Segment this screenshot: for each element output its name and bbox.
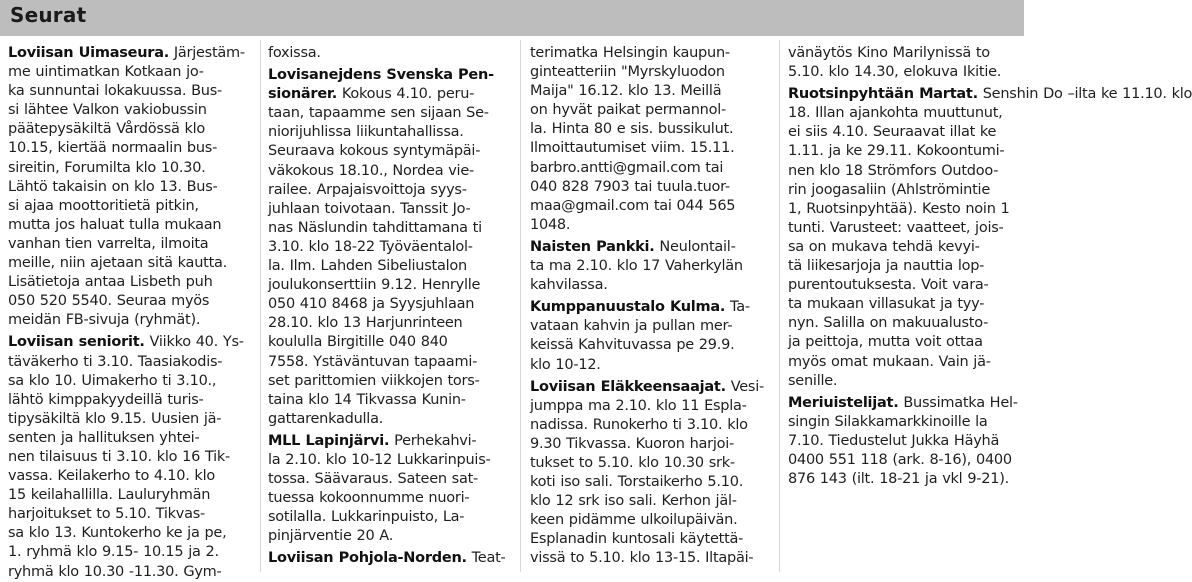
announcement-text: Vesi-: [730, 378, 764, 395]
announcement-text: 10.15, kiertää normaalin bus-: [8, 140, 218, 157]
announcement-text: meidän FB-sivuja (ryhmät).: [8, 312, 201, 329]
text-line: [268, 85, 508, 104]
announcement-text: sotilalla. Lukkarinpuisto, La-: [268, 509, 465, 526]
announcement-text: 050 410 8468 ja Syysjuhlaan: [268, 296, 475, 313]
announcement-text: 040 828 7903 tai tuula.tuor-: [530, 178, 730, 195]
text-line: [268, 391, 508, 410]
announcement-title: Kumppanuustalo Kulma.: [530, 299, 726, 316]
announcement-text: 7.10. Tiedustelut Jukka Häyhä: [788, 432, 1000, 449]
text-line: [8, 197, 253, 216]
announcement-text: 18. Illan ajankohta muuttunut,: [788, 105, 1003, 122]
announcement-text: vanhan tien varrelta, ilmoita: [8, 235, 209, 252]
text-line: [8, 178, 253, 197]
announcement-text: 7558. Ystäväntuvan tapaami-: [268, 353, 478, 370]
text-line: [530, 473, 768, 492]
announcement-text: Esplanadin kuntosali käytettä-: [530, 531, 744, 548]
announcement-text: nadissa. Runokerho ti 3.10. klo: [530, 416, 748, 433]
text-line: [530, 178, 768, 197]
announcement-item: [530, 298, 768, 374]
text-line: [788, 372, 1020, 391]
text-line: [530, 238, 768, 257]
text-line: [788, 219, 1020, 238]
text-line: [788, 314, 1020, 333]
text-line: [788, 123, 1020, 142]
text-line: [530, 139, 768, 158]
text-line: [8, 63, 253, 82]
text-line: [8, 391, 253, 410]
text-line: [530, 159, 768, 178]
announcement-text: ta ma 2.10. klo 17 Vaherkylän: [530, 258, 743, 275]
announcement-text: maa@gmail.com tai 044 565: [530, 197, 736, 214]
text-line: [8, 44, 253, 63]
text-line: [530, 435, 768, 454]
announcement-text: Perhekahvi-: [394, 432, 477, 449]
announcement-text: 15 keilahallilla. Lauluryhmän: [8, 487, 211, 504]
text-line: [268, 142, 508, 161]
text-line: [268, 508, 508, 527]
text-line: [788, 394, 1020, 413]
announcement-text: ryhmä klo 10.30 -11.30. Gym-: [8, 563, 222, 580]
text-line: [268, 451, 508, 470]
column-3: [530, 44, 768, 572]
text-line: [268, 470, 508, 489]
announcement-text: tä liikesarjoja ja nauttia lop-: [788, 258, 985, 275]
text-line: [268, 123, 508, 142]
announcement-item: [530, 44, 768, 235]
text-line: [8, 353, 253, 372]
text-line: [268, 257, 508, 276]
text-line: [8, 120, 253, 139]
text-line: [8, 505, 253, 524]
text-line: [268, 200, 508, 219]
announcement-text: joulukonserttiin 9.12. Henrylle: [268, 277, 481, 294]
text-line: [8, 139, 253, 158]
announcement-text: tunti. Varusteet: vaatteet, jois-: [788, 219, 1004, 236]
announcement-text: foxissa.: [268, 45, 321, 61]
announcement-text: rin joogasaliin (Ahlströmintie: [788, 181, 991, 198]
announcement-text: barbro.antti@gmail.com tai: [530, 159, 724, 176]
announcement-text: nen tilaisuus ti 3.10. klo 16 Tik-: [8, 448, 231, 465]
announcement-text: tuessa kokoonnumme nuori-: [268, 490, 470, 507]
text-line: [530, 454, 768, 473]
announcement-text: singin Silakkamarkkinoille la: [788, 413, 988, 430]
announcement-text: Senshin Do –ilta ke 11.10. klo: [982, 86, 1192, 103]
announcement-text: set parittomien viikkojen tors-: [268, 372, 480, 389]
announcement-text: jumppa ma 2.10. klo 11 Espla-: [530, 397, 747, 414]
announcement-text: nas Näslundin tahdittamana ti: [268, 219, 482, 236]
announcement-text: la. Ilm. Lahden Sibeliustalon: [268, 258, 467, 275]
text-line: [268, 372, 508, 391]
text-line: [530, 530, 768, 549]
text-line: [530, 511, 768, 530]
text-line: [268, 219, 508, 238]
announcement-text: purentoutuksesta. Voit vara-: [788, 277, 989, 294]
text-line: [268, 527, 508, 546]
announcement-text: ka sunnuntai lokakuussa. Bus-: [8, 83, 222, 100]
text-line: [8, 563, 253, 582]
text-line: [8, 216, 253, 235]
announcement-text: vissä to 5.10. klo 13-15. Iltapäi-: [530, 550, 754, 567]
text-line: [8, 524, 253, 543]
announcement-text: si lähtee Valkon vakiobussin: [8, 102, 207, 119]
text-line: [788, 142, 1020, 161]
announcement-text: 1048.: [530, 216, 571, 233]
text-line: [788, 276, 1020, 295]
text-line: [530, 44, 768, 63]
text-line: [268, 410, 508, 429]
announcement-text: Seuraava kokous syntymäpäi-: [268, 143, 481, 160]
text-line: [530, 549, 768, 568]
announcement-title: Loviisan seniorit.: [8, 334, 145, 351]
text-line: [8, 543, 253, 562]
announcement-text: sa on mukava tehdä kevyi-: [788, 238, 980, 255]
announcement-title: MLL Lapinjärvi.: [268, 432, 390, 449]
announcement-item: [788, 394, 1020, 489]
text-line: [8, 292, 253, 311]
announcement-text: sa klo 10. Uimakerho ti 3.10.,: [8, 372, 217, 389]
announcement-text: 5.10. klo 14.30, elokuva Ikitie.: [788, 64, 1002, 81]
text-line: [268, 333, 508, 352]
text-line: [788, 200, 1020, 219]
announcement-item: [268, 549, 508, 568]
announcement-text: vänäytös Kino Marilynissä to: [788, 45, 990, 61]
announcement-text: taina klo 14 Tikvassa Kunin-: [268, 391, 466, 408]
text-line: [8, 410, 253, 429]
text-line: [530, 356, 768, 375]
announcement-text: 0400 551 118 (ark. 8-16), 0400: [788, 451, 1012, 468]
text-line: [8, 159, 253, 178]
announcement-text: väkokous 18.10., Nordea vie-: [268, 162, 474, 179]
announcement-text: pinjärventie 20 A.: [268, 528, 394, 545]
text-line: [268, 353, 508, 372]
text-line: [530, 378, 768, 397]
announcement-text: ginteatteriin "Myrskyluodon: [530, 64, 725, 81]
announcement-text: 050 520 5540. Seuraa myös: [8, 293, 210, 310]
announcement-title: Lovisanejdens Svenska Pen-: [268, 67, 494, 84]
text-line: [530, 216, 768, 235]
column-divider: [260, 40, 261, 572]
announcement-text: tossa. Säävaraus. Sateen sat-: [268, 471, 479, 488]
text-line: [530, 101, 768, 120]
announcement-text: nyn. Salilla on makuualusto-: [788, 315, 989, 332]
announcement-text: ei siis 4.10. Seuraavat illat ke: [788, 124, 997, 141]
announcement-text: Lisätietoja antaa Lisbeth puh: [8, 274, 213, 291]
announcement-text: 9.30 Tikvassa. Kuoron harjoi-: [530, 435, 735, 452]
text-line: [788, 181, 1020, 200]
text-line: [788, 63, 1020, 82]
announcement-text: vassa. Keilakerho to 4.10. klo: [8, 468, 215, 485]
announcement-text: la 2.10. klo 10-12 Lukkarinpuis-: [268, 451, 491, 468]
announcement-text: 28.10. klo 13 Harjunrinteen: [268, 315, 463, 332]
announcement-text: Neulontail-: [659, 238, 736, 255]
announcement-title: Naisten Pankki.: [530, 238, 655, 255]
announcement-item: [530, 378, 768, 569]
text-line: [268, 44, 508, 63]
column-1: [8, 44, 253, 580]
text-line: [268, 104, 508, 123]
announcement-text: senten ja hallituksen yhtei-: [8, 429, 200, 446]
announcement-title: Loviisan Pohjola-Norden.: [268, 550, 467, 567]
text-line: [530, 276, 768, 295]
text-line: [8, 254, 253, 273]
announcement-text: täväkerho ti 3.10. Taasiakodis-: [8, 353, 223, 370]
text-line: [788, 295, 1020, 314]
text-line: [788, 451, 1020, 470]
text-line: [530, 63, 768, 82]
announcement-item: [8, 333, 253, 581]
announcement-text: koti iso sali. Torstaikerho 5.10.: [530, 474, 744, 491]
announcement-text: Bussimatka Hel-: [903, 394, 1018, 411]
announcement-text: 1, Ruotsinpyhtää). Kesto noin 1: [788, 200, 1010, 217]
announcement-text: tukset to 5.10. klo 10.30 srk-: [530, 454, 735, 471]
announcement-text: senille.: [788, 372, 838, 389]
announcement-title: Loviisan Uimaseura.: [8, 45, 169, 61]
text-line: [268, 162, 508, 181]
announcement-text: nen klo 18 Strömfors Outdoo-: [788, 162, 999, 179]
announcement-text: Kokous 4.10. peru-: [341, 86, 475, 103]
announcement-item: [8, 44, 253, 330]
text-line: [788, 413, 1020, 432]
text-line: [8, 101, 253, 120]
announcement-text: koululla Birgitille 040 840: [268, 334, 448, 351]
announcement-text: kahvilassa.: [530, 277, 608, 294]
text-line: [788, 238, 1020, 257]
text-line: [788, 333, 1020, 352]
announcement-title: Meriuistelijat.: [788, 394, 899, 411]
announcement-text: Järjestäm-: [173, 45, 245, 61]
text-line: [788, 44, 1020, 63]
text-line: [268, 181, 508, 200]
announcement-title: Loviisan Eläkkeensaajat.: [530, 378, 726, 395]
announcement-text: juhlaan toivotaan. Tanssit Jo-: [268, 200, 471, 217]
announcement-text: tipysäkiltä klo 9.15. Uusien jä-: [8, 410, 222, 427]
text-line: [530, 416, 768, 435]
announcement-item: [530, 238, 768, 295]
text-line: [530, 257, 768, 276]
announcement-text: 876 143 (ilt. 18-21 ja vkl 9-21).: [788, 471, 1009, 488]
announcement-item: [268, 432, 508, 547]
announcement-text: sa klo 13. Kuntokerho ke ja pe,: [8, 525, 227, 542]
section-header-bar: [0, 0, 1024, 36]
text-line: [268, 276, 508, 295]
announcement-text: Maija" 16.12. klo 13. Meillä: [530, 83, 722, 100]
announcement-text: Lähtö takaisin on klo 13. Bus-: [8, 178, 218, 195]
text-line: [788, 432, 1020, 451]
text-line: [268, 549, 508, 568]
announcement-text: sireitin, Forumilta klo 10.30.: [8, 159, 206, 176]
text-line: [268, 314, 508, 333]
announcement-text: la. Hinta 80 e sis. bussikulut.: [530, 121, 734, 138]
announcement-title: Ruotsinpyhtään Martat.: [788, 86, 978, 103]
announcement-text: päätepysäkiltä Vårdössä klo: [8, 121, 206, 138]
text-line: [268, 66, 508, 85]
announcement-text: Ta-: [730, 299, 750, 316]
text-line: [8, 311, 253, 330]
text-line: [530, 197, 768, 216]
text-line: [530, 82, 768, 101]
text-line: [788, 257, 1020, 276]
section-title: Seurat: [10, 3, 87, 27]
announcement-text: ta mukaan villasukat ja tyy-: [788, 296, 985, 313]
text-line: [8, 486, 253, 505]
text-line: [530, 298, 768, 317]
text-line: [8, 235, 253, 254]
announcement-text: harjoitukset to 5.10. Tikvas-: [8, 506, 206, 523]
announcement-text: sionärer.: [268, 86, 337, 103]
announcement-text: vataan kahvin ja pullan mer-: [530, 318, 733, 335]
announcement-text: niorijuhlissa liikuntahallissa.: [268, 124, 464, 141]
announcement-text: Viikko 40. Ys-: [149, 334, 244, 351]
announcement-text: 1.11. ja ke 29.11. Kokoontumi-: [788, 143, 1005, 160]
announcement-text: klo 12 srk iso sali. Kerhon jäl-: [530, 493, 737, 510]
announcement-text: keissä Kahvituvassa pe 29.9.: [530, 337, 735, 354]
column-2: [268, 44, 508, 572]
text-line: [8, 82, 253, 101]
announcement-text: myös omat mukaan. Vain jä-: [788, 353, 991, 370]
text-line: [530, 336, 768, 355]
text-line: [788, 470, 1020, 489]
announcement-text: lähtö kimppakyydeillä turis-: [8, 391, 204, 408]
text-line: [788, 353, 1020, 372]
announcement-item: [268, 66, 508, 429]
text-line: [8, 273, 253, 292]
announcement-text: on hyvät paikat permannol-: [530, 102, 726, 119]
announcement-text: si ajaa moottoritietä pitkin,: [8, 197, 199, 214]
text-line: [530, 492, 768, 511]
announcement-text: klo 10-12.: [530, 356, 601, 373]
text-line: [268, 432, 508, 451]
announcement-text: 1. ryhmä klo 9.15- 10.15 ja 2.: [8, 544, 219, 561]
announcement-item: [788, 85, 1192, 391]
announcement-text: Ilmoittautumiset viim. 15.11.: [530, 140, 735, 157]
text-line: [788, 162, 1020, 181]
announcement-text: keen pidämme ulkoilupäivän.: [530, 512, 738, 529]
column-divider: [779, 40, 780, 572]
announcement-text: 3.10. klo 18-22 Työväentalol-: [268, 238, 473, 255]
announcement-text: mutta jos haluat tulla mukaan: [8, 216, 222, 233]
announcement-text: gattarenkadulla.: [268, 410, 384, 427]
column-divider: [520, 40, 521, 572]
announcement-text: taan, tapaamme sen sijaan Se-: [268, 105, 489, 122]
announcement-item: [268, 44, 508, 63]
text-line: [530, 317, 768, 336]
announcement-item: [788, 44, 1020, 82]
text-line: [8, 467, 253, 486]
text-line: [268, 295, 508, 314]
text-line: [788, 85, 1192, 104]
announcement-text: Teat-: [471, 550, 506, 567]
text-line: [268, 238, 508, 257]
announcement-text: meille, niin ajetaan sitä kautta.: [8, 255, 228, 272]
column-4: [788, 44, 1192, 572]
announcement-text: railee. Arpajaisvoittoja syys-: [268, 181, 467, 198]
text-line: [8, 333, 253, 352]
announcement-text: terimatka Helsingin kaupun-: [530, 45, 730, 61]
text-line: [530, 397, 768, 416]
text-line: [788, 104, 1020, 123]
text-line: [530, 120, 768, 139]
text-line: [8, 372, 253, 391]
text-line: [8, 429, 253, 448]
text-line: [268, 489, 508, 508]
text-line: [8, 448, 253, 467]
announcement-text: ja peittoja, mutta voit ottaa: [788, 334, 983, 351]
announcement-text: me uintimatkan Kotkaan jo-: [8, 64, 204, 81]
